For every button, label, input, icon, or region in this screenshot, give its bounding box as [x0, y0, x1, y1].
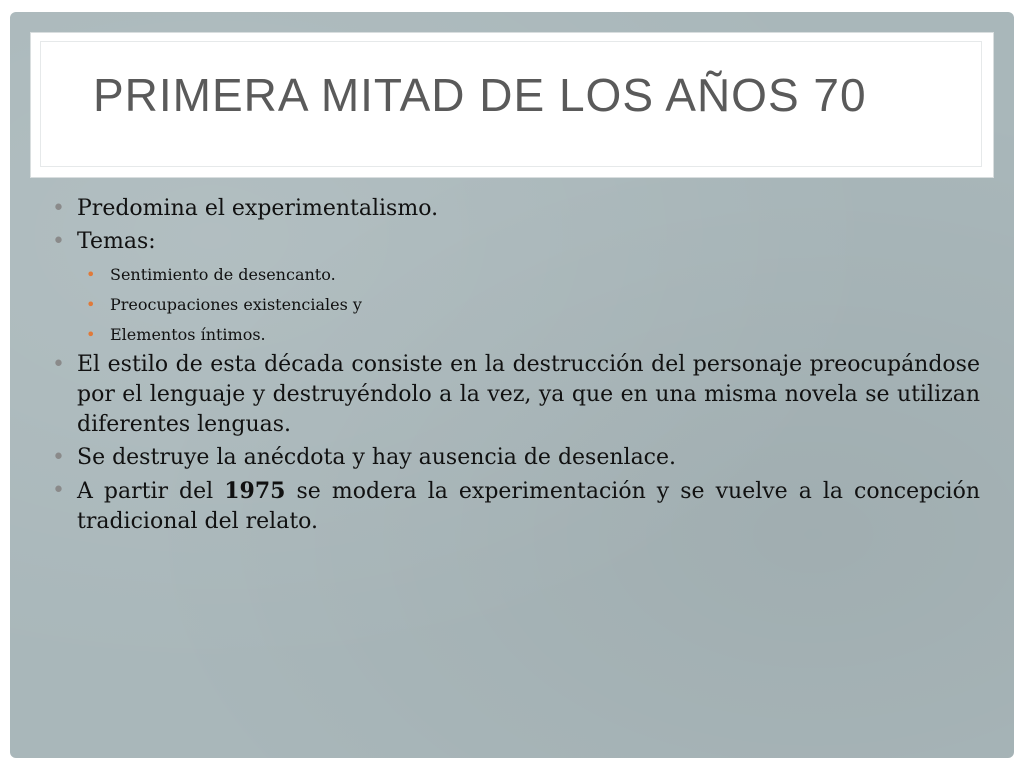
- sub-bullet-item: [50, 290, 980, 320]
- sub-bullet-icon: •: [86, 325, 96, 344]
- bullet-item: [50, 443, 980, 473]
- bullet-text-part: se modera la experimentación y se vuelve a la concepción tradicional del relato.: [77, 479, 980, 534]
- bullet-item: [50, 194, 980, 224]
- sub-bullet-text: Elementos íntimos.: [110, 325, 266, 344]
- sub-bullet-item: [50, 260, 980, 290]
- bullet-text: El estilo de esta década consiste en la destrucción del personaje preocupándose por el lenguaje y destruyéndolo a la vez, ya que en una misma novela se utilizan diferentes lenguas.: [77, 352, 980, 437]
- year-highlight: 1975: [224, 478, 286, 504]
- title-frame: [30, 32, 994, 178]
- sub-bullet-icon: •: [86, 295, 96, 314]
- bullet-icon: •: [52, 478, 65, 503]
- bullet-text: Temas:: [77, 229, 156, 254]
- slide: [10, 12, 1014, 758]
- bullet-text: [77, 479, 980, 534]
- bullet-icon: •: [52, 229, 65, 254]
- slide-content: [50, 194, 980, 540]
- slide-title: PRIMERA MITAD DE LOS AÑOS 70: [93, 69, 867, 121]
- bullet-text: Predomina el experimentalismo.: [77, 196, 439, 221]
- bullet-text: Se destruye la anécdota y hay ausencia de desenlace.: [77, 445, 677, 470]
- sub-bullet-icon: •: [86, 265, 96, 284]
- sub-bullet-item: [50, 320, 980, 350]
- sub-bullet-text: Preocupaciones existenciales y: [110, 295, 362, 314]
- bullet-icon: •: [52, 445, 65, 470]
- sub-bullet-text: Sentimiento de desencanto.: [110, 265, 336, 284]
- bullet-item: [50, 227, 980, 257]
- bullet-icon: •: [52, 196, 65, 221]
- bullet-item: [50, 476, 980, 537]
- bullet-text-part: A partir del: [77, 479, 225, 504]
- bullet-item: [50, 350, 980, 440]
- bullet-icon: •: [52, 352, 65, 377]
